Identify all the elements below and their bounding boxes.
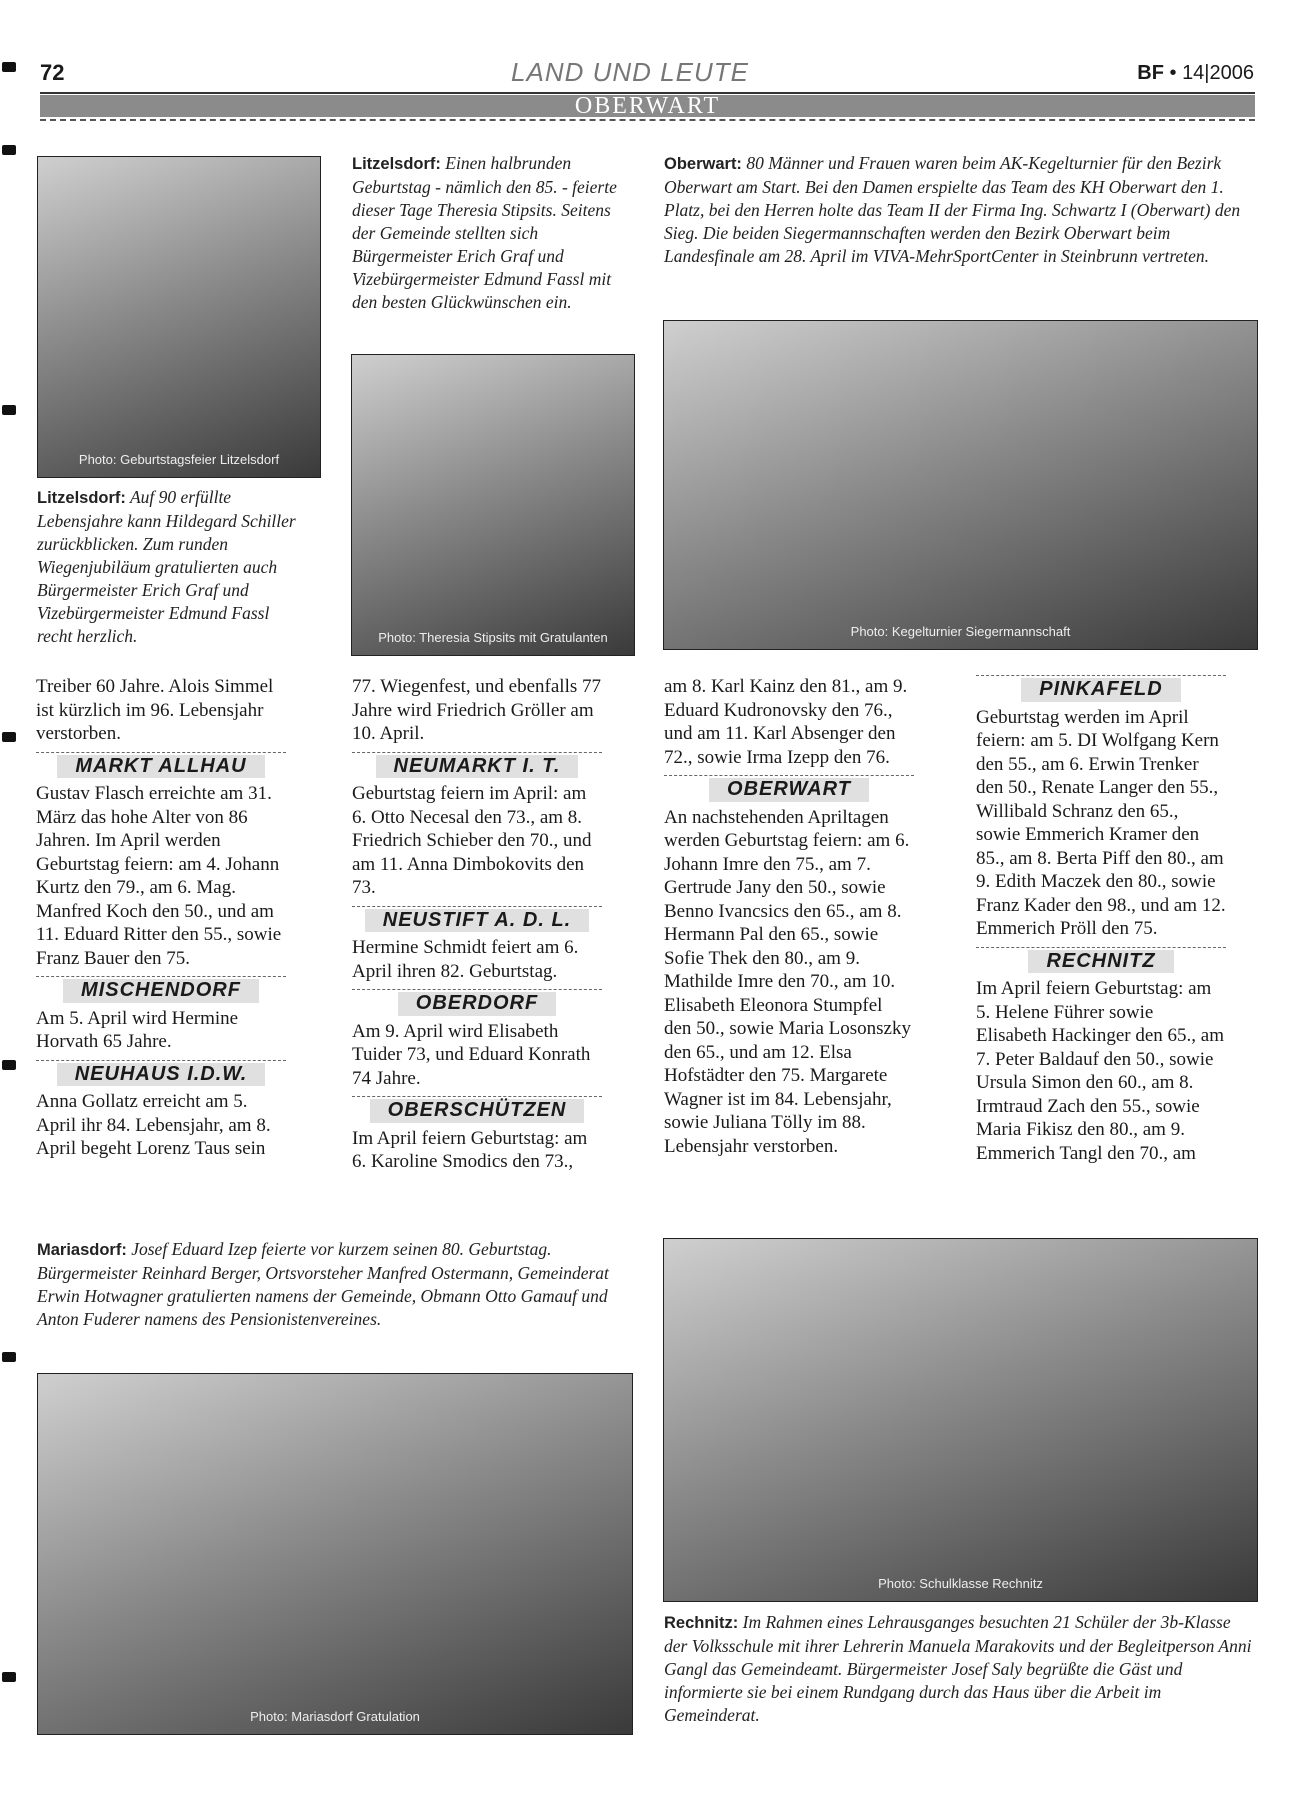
photo-label: Photo: Mariasdorf Gratulation — [250, 1709, 420, 1724]
column-2 — [352, 675, 602, 1174]
registration-mark — [2, 145, 16, 155]
region-title: OBERWART — [574, 93, 721, 119]
paragraph: Am 9. April wird Elisabeth Tuider 73, und Eduard Konrath 74 Jahre. — [352, 1020, 591, 1089]
photo-label: Photo: Geburtstagsfeier Litzelsdorf — [78, 452, 280, 467]
section-heading — [664, 775, 914, 802]
heading-label: OBERWART — [709, 778, 869, 802]
paragraph: Im April feiern Geburtstag: am 5. Helene Führer sowie Elisabeth Hackinger den 65., am 7. Peter Baldauf den 50., sowie Ursula Simon den 60., am 8. Irmtraud Zach den 55., sowie Maria Fikisz den 80., am 9. Emmerich Tangl den 70., am — [976, 978, 1224, 1164]
heading-label: RECHNITZ — [1028, 950, 1173, 974]
paragraph: Gustav Flasch erreichte am 31. März das hohe Alter von 86 Jahren. Im April werden Geburtstag feiern: am 4. Johann Kurtz den 79., am 6. Mag. Manfred Koch den 50., und am 11. Eduard Ritter den 55., sowie Franz Bauer den 75. — [36, 783, 282, 969]
heading-label: NEUHAUS I.D.W. — [57, 1063, 266, 1087]
caption-text: 80 Männer und Frauen waren beim AK-Kegelturnier für den Bezirk Oberwart am Start. Bei den Damen erspielte das Team des KH Oberwart den 1. Platz, bei den Herren holte das Team II der Firma Ing. Schwartz I (Oberwart) den Sieg. Die beiden Siegermannschaften werden den Bezirk Oberwart beim Landesfinale am 28. April im VIVA-MehrSportCenter in Steinbrunn vertreten. — [664, 153, 1241, 266]
paragraph: Anna Gollatz erreicht am 5. April ihr 84. Lebensjahr, am 8. April begeht Lorenz Taus sein — [36, 1091, 271, 1159]
registration-mark — [2, 732, 16, 742]
paragraph: Im April feiern Geburtstag: am 6. Karoline Smodics den 73., — [352, 1127, 588, 1172]
caption-oberwart — [664, 152, 1254, 268]
registration-mark — [2, 1352, 16, 1362]
paragraph: am 8. Karl Kainz den 81., am 9. Eduard Kudronovsky den 76., und am 11. Karl Absenger den 72., sowie Irma Izepp den 76. — [664, 676, 908, 768]
section-heading — [352, 1096, 602, 1123]
photo-litzelsdorf-90 — [37, 156, 321, 478]
section-heading — [352, 752, 602, 779]
photo-label: Photo: Theresia Stipsits mit Gratulanten — [378, 630, 608, 645]
column-4 — [976, 675, 1226, 1165]
column-1 — [36, 675, 286, 1161]
issue-number: 14|2006 — [1182, 62, 1254, 84]
caption-place: Rechnitz: — [664, 1614, 739, 1632]
heading-label: MARKT ALLHAU — [57, 755, 264, 779]
publication-name: BF — [1137, 62, 1164, 84]
caption-litzelsdorf-90 — [37, 486, 307, 648]
caption-place: Oberwart: — [664, 155, 742, 173]
section-heading — [352, 989, 602, 1016]
heading-label: NEUMARKT I. T. — [376, 755, 579, 779]
heading-label: MISCHENDORF — [63, 979, 259, 1003]
caption-place: Mariasdorf: — [37, 1241, 127, 1259]
caption-mariasdorf — [37, 1238, 627, 1331]
header-dashed-rule — [40, 119, 1255, 121]
heading-label: PINKAFELD — [1021, 678, 1180, 702]
paragraph: Am 5. April wird Hermine Horvath 65 Jahre. — [36, 1007, 239, 1052]
registration-mark — [2, 1060, 16, 1070]
heading-label: OBERDORF — [398, 992, 556, 1016]
registration-mark — [2, 405, 16, 415]
bullet-separator: • — [1169, 62, 1177, 84]
paragraph: Hermine Schmidt feiert am 6. April ihren 82. Geburtstag. — [352, 937, 579, 982]
caption-text: Im Rahmen eines Lehrausganges besuchten 21 Schüler der 3b-Klasse der Volksschule mit ihrer Lehrerin Manuela Marakovits und der Begleitperson Anni Gangl das Gemeindeamt. Bürgermeister Josef Saly begrüßte die Gäst und informierte sie bei einem Rundgang durch das Haus über die Arbeit im Gemeinderat. — [664, 1612, 1252, 1725]
issue-info — [1137, 62, 1254, 85]
caption-place: Litzelsdorf: — [352, 155, 441, 173]
heading-label: NEUSTIFT A. D. L. — [365, 909, 589, 933]
page-number: 72 — [40, 60, 65, 85]
paragraph: Treiber 60 Jahre. Alois Simmel ist kürzlich im 96. Lebensjahr verstorben. — [36, 676, 274, 744]
caption-place: Litzelsdorf: — [37, 489, 126, 507]
caption-text: Josef Eduard Izep feierte vor kurzem seinen 80. Geburtstag. Bürgermeister Reinhard Berger, Ortsvorsteher Manfred Ostermann, Gemeinderat Erwin Hotwagner gratulierten namens der Gemeinde, Obmann Otto Gamauf und Anton Fuderer namens des Pensionistenvereines. — [37, 1239, 609, 1329]
caption-text: Auf 90 erfüllte Lebensjahre kann Hildegard Schiller zurückblicken. Zum runden Wiegenjubiläum gratulierten auch Bürgermeister Erich Graf und Vizebürgermeister Edmund Fassl recht herzlich. — [37, 487, 296, 646]
registration-mark — [2, 62, 16, 72]
photo-rechnitz-class — [663, 1238, 1258, 1602]
paragraph: Geburtstag werden im April feiern: am 5. DI Wolfgang Kern den 55., am 6. Erwin Trenker den 50., Renate Langer den 55., Willibald Schranz den 65., sowie Emmerich Kramer den 85., am 8. Berta Piff den 80., am 9. Edith Maczek den 80., sowie Franz Kader den 98., und am 12. Emmerich Pröll den 75. — [976, 706, 1226, 939]
photo-kegelturnier — [663, 320, 1258, 650]
section-heading — [352, 906, 602, 933]
section-heading — [976, 947, 1226, 974]
photo-label: Photo: Schulklasse Rechnitz — [878, 1576, 1043, 1591]
caption-litzelsdorf-85 — [352, 152, 627, 314]
section-heading — [36, 976, 286, 1003]
heading-label: OBERSCHÜTZEN — [370, 1099, 585, 1123]
photo-label: Photo: Kegelturnier Siegermannschaft — [850, 624, 1071, 639]
section-title: LAND UND LEUTE — [511, 57, 749, 87]
caption-rechnitz — [664, 1611, 1256, 1727]
section-heading — [36, 1060, 286, 1087]
registration-mark — [2, 1672, 16, 1682]
paragraph: An nachstehenden Apriltagen werden Geburtstag feiern: am 6. Johann Imre den 75., am 7. Gertrude Jany den 50., sowie Benno Ivancsics den 65., am 8. Hermann Pal den 65., sowie Sofie Thek den 80., am 9. Mathilde Imre den 70., am 10. Elisabeth Eleonora Stumpfel den 50., sowie Maria Losonszky den 65., und am 12. Elsa Hofstädter den 75. Margarete Wagner ist im 84. Lebensjahr, sowie Juliana Tölly im 88. Lebensjahr verstorben. — [664, 806, 911, 1157]
photo-litzelsdorf-85 — [351, 354, 635, 656]
paragraph: 77. Wiegenfest, und ebenfalls 77 Jahre wird Friedrich Gröller am 10. April. — [352, 676, 601, 744]
column-3 — [664, 675, 914, 1158]
section-heading — [36, 752, 286, 779]
caption-text: Einen halbrunden Geburtstag - nämlich den 85. - feierte dieser Tage Theresia Stipsits. Seitens der Gemeinde stellten sich Bürgermeister Erich Graf und Vizebürgermeister Edmund Fassl mit den besten Glückwünschen ein. — [352, 153, 617, 312]
paragraph: Geburtstag feiern im April: am 6. Otto Necesal den 73., am 8. Friedrich Schieber den 70., und am 11. Anna Dimbokovits den 73. — [352, 783, 592, 898]
section-heading — [976, 675, 1226, 702]
photo-mariasdorf — [37, 1373, 633, 1735]
